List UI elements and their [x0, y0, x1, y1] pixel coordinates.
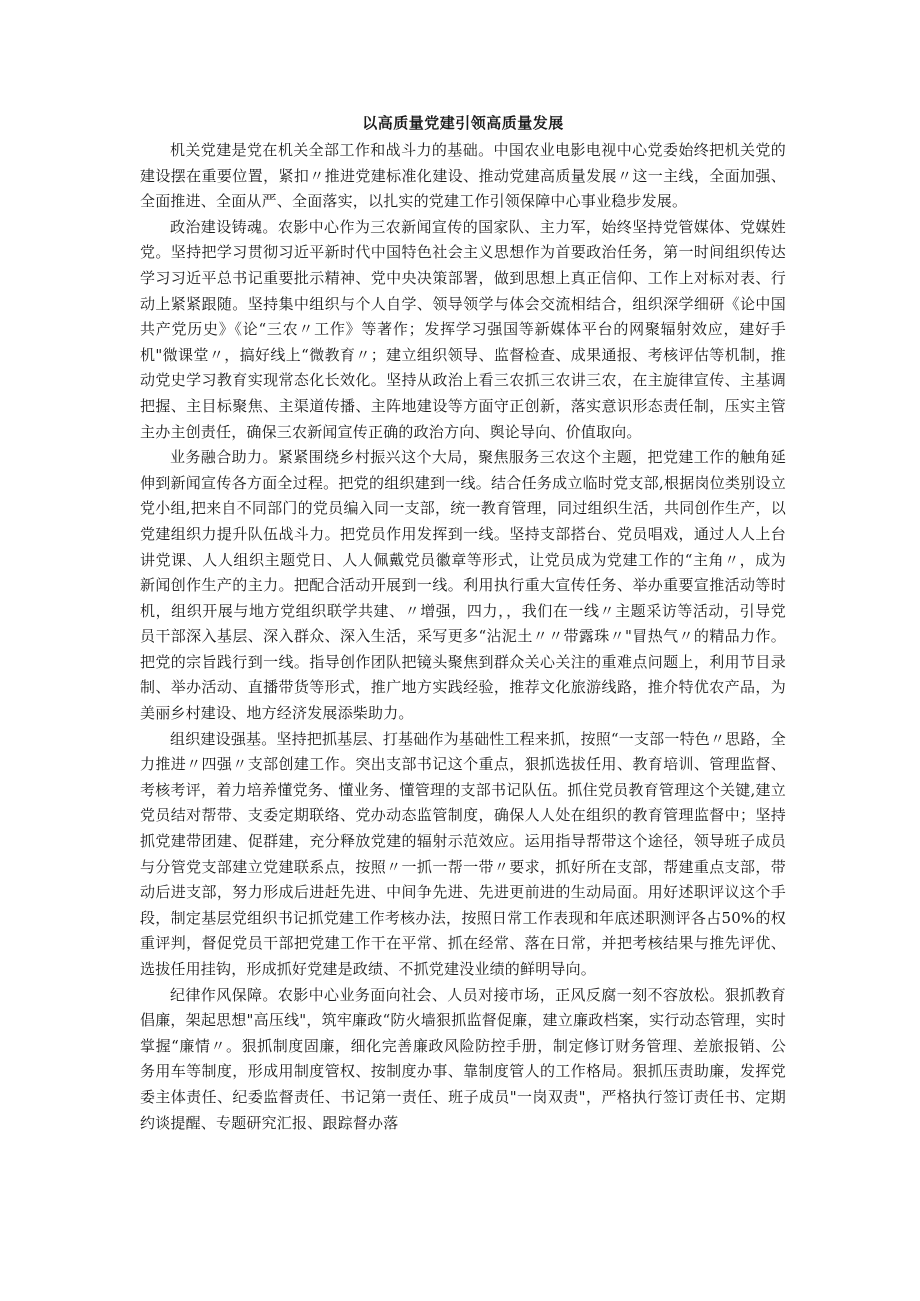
paragraph-organization-building: 组织建设强基。坚持把抓基层、打基础作为基础性工程来抓，按照“一支部一特色〃思路，全力推进〃四强〃支部创建工作。突出支部书记这个重点，狠抓选拔任用、教育培训、管理监督、考核考评，着力培养懂党务、懂业务、懂管理的支部书记队伍。抓住党员教育管理这个关键,建立党员结对帮带、支委定期联络、党办动态监管制度，确保人人处在组织的教育管理监督中；坚持抓党建带团建、促群建，充分释放党建的辐射示范效应。运用指导帮带这个途径，领导班子成员与分管党支部建立党建联系点，按照〃一抓一帮一带〃要求，抓好所在支部，帮建重点支部，带动后进支部，努力形成后进赶先进、中间争先进、先进更前进的生动局面。用好述职评议这个手段，制定基层党组织书记抓党建工作考核办法，按照日常工作表现和年底述职测评各占50%的权重评判，督促党员干部把党建工作干在平常、抓在经常、落在日常，并把考核结果与推先评优、选拔任用挂钩，形成抓好党建是政绩、不抓党建没业绩的鲜明导向。 [140, 729, 786, 978]
paragraph-business-integration: 业务融合助力。紧紧围绕乡村振兴这个大局，聚焦服务三农这个主题，把党建工作的触角延伸到新闻宣传各方面全过程。把党的组织建到一线。结合任务成立临时党支部,根据岗位类别设立党小组,把来自不同部门的党员编入同一支部，统一教育管理，同过组织生活，共同创作生产，以党建组织力提升队伍战斗力。把党员作用发挥到一线。坚持支部搭台、党员唱戏，通过人人上台讲党课、人人组织主题党日、人人佩戴党员徽章等形式，让党员成为党建工作的“主角〃，成为新闻创作生产的主力。把配合活动开展到一线。利用执行重大宣传任务、举办重要宣推活动等时机，组织开展与地方党组织联学共建、〃增强，四力，，我们在一线〃主题采访等活动，引导党员干部深入基层、深入群众、深入生活，采写更多“沾泥土〃〃带露珠〃"冒热气〃的精品力作。把党的宗旨践行到一线。指导创作团队把镜头聚焦到群众关心关注的重难点问题上，利用节目录制、举办活动、直播带货等形式，推广地方实践经验，推荐文化旅游线路，推介特优农产品，为美丽乡村建设、地方经济发展添柴助力。 [140, 448, 786, 723]
paragraph-discipline-style: 纪律作风保障。农影中心业务面向社会、人员对接市场，正风反腐一刻不容放松。狠抓教育倡廉，架起思想"高压线"，筑牢廉政“防火墙狠抓监督促廉，建立廉政档案，实行动态管理，实时掌握“廉情〃。狠抓制度固廉，细化完善廉政风险防控手册，制定修订财务管理、差旅报销、公务用车等制度，形成用制度管权、按制度办事、靠制度管人的工作格局。狠抓压责助廉，发挥党委主体责任、纪委监督责任、书记第一责任、班子成员"一岗双责"，严格执行签订责任书、定期约谈提醒、专题研究汇报、跟踪督办落 [140, 985, 786, 1132]
document-page [140, 110, 786, 1136]
document-title: 以高质量党建引领高质量发展 [362, 114, 564, 132]
paragraph-intro: 机关党建是党在机关全部工作和战斗力的基础。中国农业电影电视中心党委始终把机关党的建设摆在重要位置，紧扣〃推进党建标准化建设、推动党建高质量发展〃这一主线，全面加强、全面推进、全面从严、全面落实，以扎实的党建工作引领保障中心事业稳步发展。 [140, 141, 786, 211]
paragraph-political-building: 政治建设铸魂。农影中心作为三农新闻宣传的国家队、主力军，始终坚持党管媒体、党媒姓党。坚持把学习贯彻习近平新时代中国特色社会主义思想作为首要政治任务，第一时间组织传达学习习近平总书记重要批示精神、党中央决策部署，做到思想上真正信仰、工作上对标对表、行动上紧紧跟随。坚持集中组织与个人自学、领导领学与体会交流相结合，组织深学细研《论中国共产党历史》《论“三农〃工作》等著作；发挥学习强国等新媒体平台的网聚辐射效应，建好手机"微课堂〃，搞好线上“微教育〃；建立组织领导、监督检查、成果通报、考核评估等机制，推动党史学习教育实现常态化长效化。坚持从政治上看三农抓三农讲三农，在主旋律宣传、主基调把握、主目标聚焦、主渠道传播、主阵地建设等方面守正创新，落实意识形态责任制，压实主管主办主创责任，确保三农新闻宣传正确的政治方向、舆论导向、价值取向。 [140, 217, 786, 441]
